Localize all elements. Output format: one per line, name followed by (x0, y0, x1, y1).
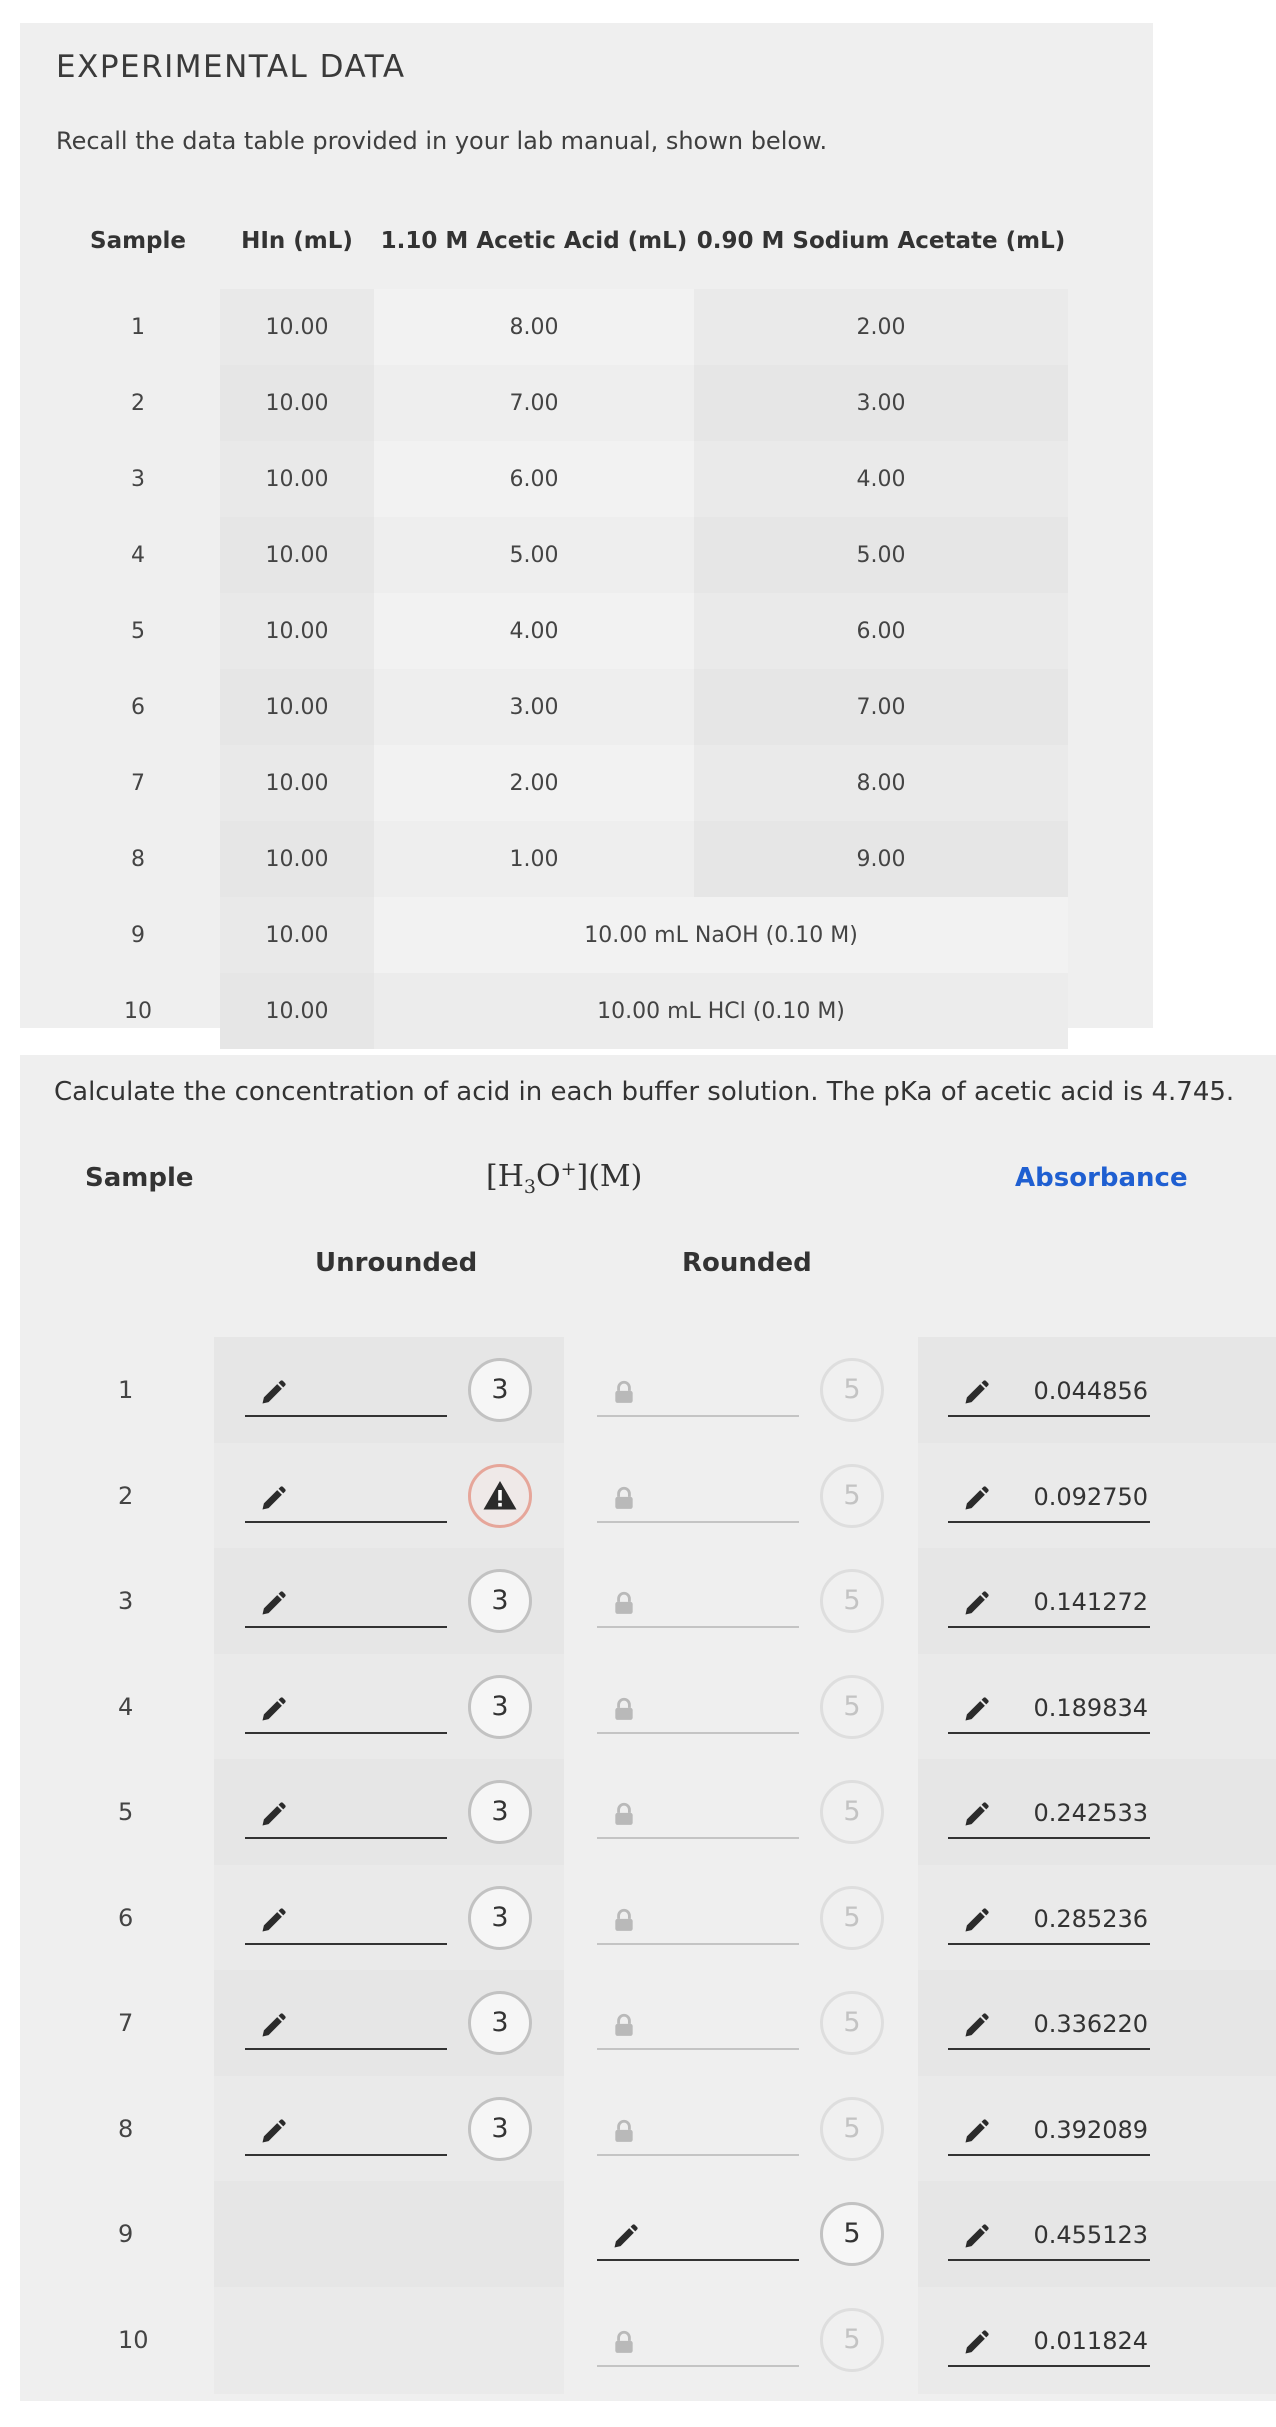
col-header-sample: Sample (90, 228, 186, 254)
absorbance-input[interactable] (948, 1682, 1150, 1734)
cell-hin: 10.00 (220, 365, 374, 441)
subheader-rounded: Rounded (682, 1248, 812, 1278)
unrounded-input[interactable] (245, 1998, 447, 2050)
unrounded-input[interactable] (245, 2104, 447, 2156)
pencil-icon[interactable] (962, 2012, 990, 2040)
attempts-badge: 5 (820, 1358, 884, 1422)
cell-sodium-acetate: 6.00 (694, 593, 1068, 669)
cell-merged-reagent: 10.00 mL NaOH (0.10 M) (374, 897, 1068, 973)
panel-title: EXPERIMENTAL DATA (56, 49, 406, 85)
absorbance-input[interactable] (948, 1998, 1150, 2050)
rounded-input (597, 2315, 799, 2367)
cell-sample: 6 (131, 694, 145, 720)
table-row (56, 745, 1068, 821)
experimental-data-panel (20, 23, 1153, 1028)
pencil-icon[interactable] (962, 2329, 990, 2357)
pencil-icon[interactable] (259, 1379, 287, 1407)
warning-icon[interactable] (468, 1464, 532, 1528)
question-prompt: Calculate the concentration of acid in each buffer solution. The pKa of acetic acid is 4.745. (54, 1077, 1235, 1107)
calc-row (20, 2181, 1276, 2288)
header-sample: Sample (85, 1163, 194, 1193)
attempts-badge: 5 (820, 2308, 884, 2372)
absorbance-input[interactable] (948, 1471, 1150, 1523)
lock-icon (611, 1907, 639, 1935)
cell-hin: 10.00 (220, 745, 374, 821)
table-row (56, 973, 1068, 1049)
cell-sample: 7 (131, 770, 145, 796)
pencil-icon[interactable] (259, 1907, 287, 1935)
cell-sample: 4 (131, 542, 145, 568)
absorbance-value: 0.044856 (1033, 1377, 1148, 1405)
cell-sample: 1 (131, 314, 145, 340)
absorbance-value: 0.011824 (1033, 2326, 1148, 2355)
attempts-badge: 5 (820, 1464, 884, 1528)
pencil-icon[interactable] (962, 1907, 990, 1935)
absorbance-value: 0.092750 (1033, 1482, 1148, 1511)
pencil-icon[interactable] (962, 1485, 990, 1513)
calc-row (20, 1865, 1276, 1972)
absorbance-input[interactable] (948, 2315, 1150, 2367)
cell-sample: 5 (131, 618, 145, 644)
attempts-badge: 5 (820, 1569, 884, 1633)
rounded-input (597, 1893, 799, 1945)
pencil-icon[interactable] (962, 1590, 990, 1618)
pencil-icon[interactable] (962, 1696, 990, 1724)
row-sample-number: 1 (118, 1376, 134, 1404)
cell-acetic-acid: 3.00 (374, 669, 694, 745)
rounded-input (597, 1576, 799, 1628)
cell-acetic-acid: 5.00 (374, 517, 694, 593)
cell-sample: 8 (131, 846, 145, 872)
rounded-input (597, 1365, 799, 1417)
cell-sample: 10 (124, 998, 152, 1024)
attempts-badge: 5 (820, 1886, 884, 1950)
cell-hin: 10.00 (220, 289, 374, 365)
header-absorbance[interactable]: Absorbance (1015, 1163, 1188, 1193)
table-row (56, 517, 1068, 593)
table-row (56, 289, 1068, 365)
cell-merged-reagent: 10.00 mL HCl (0.10 M) (374, 973, 1068, 1049)
pencil-icon[interactable] (962, 1801, 990, 1829)
absorbance-value: 0.242533 (1033, 1799, 1148, 1827)
calc-row (20, 1759, 1276, 1866)
attempts-badge: 5 (820, 2097, 884, 2161)
cell-sample: 2 (131, 390, 145, 416)
attempts-badge[interactable]: 3 (468, 1991, 532, 2055)
cell-sodium-acetate: 2.00 (694, 289, 1068, 365)
table-row (56, 593, 1068, 669)
lock-icon (611, 1379, 639, 1407)
cell-sodium-acetate: 5.00 (694, 517, 1068, 593)
unrounded-input[interactable] (245, 1682, 447, 1734)
row-sample-number: 10 (118, 2325, 149, 2354)
absorbance-value: 0.141272 (1033, 1588, 1148, 1616)
absorbance-value: 0.285236 (1033, 1904, 1148, 1933)
absorbance-input[interactable] (948, 1787, 1150, 1839)
rounded-input (597, 1787, 799, 1839)
lock-icon (611, 2012, 639, 2040)
calc-row (20, 2076, 1276, 2183)
absorbance-input[interactable] (948, 1365, 1150, 1417)
attempts-badge[interactable]: 3 (468, 1886, 532, 1950)
cell-acetic-acid: 7.00 (374, 365, 694, 441)
absorbance-input[interactable] (948, 1576, 1150, 1628)
rounded-input (597, 1682, 799, 1734)
attempts-badge: 5 (820, 1675, 884, 1739)
row-sample-number: 7 (118, 2009, 134, 2037)
rounded-input (597, 2104, 799, 2156)
cell-acetic-acid: 6.00 (374, 441, 694, 517)
cell-hin: 10.00 (220, 973, 374, 1049)
cell-acetic-acid: 4.00 (374, 593, 694, 669)
rounded-input[interactable] (597, 2209, 799, 2261)
row-sample-number: 2 (118, 1481, 134, 1510)
col-header-hin: HIn (mL) (241, 228, 353, 254)
pencil-icon[interactable] (962, 1379, 990, 1407)
row-sample-number: 3 (118, 1587, 134, 1615)
row-sample-number: 5 (118, 1798, 134, 1826)
unrounded-input[interactable] (245, 1787, 447, 1839)
absorbance-input[interactable] (948, 1893, 1150, 1945)
absorbance-input[interactable] (948, 2104, 1150, 2156)
header-h3o-concentration: $[H_3O^+](M)$ (486, 1158, 643, 1198)
cell-hin: 10.00 (220, 517, 374, 593)
cell-hin: 10.00 (220, 593, 374, 669)
pencil-icon[interactable] (962, 2118, 990, 2146)
pencil-icon[interactable] (259, 2012, 287, 2040)
lock-icon (611, 2329, 639, 2357)
unrounded-input[interactable] (245, 1365, 447, 1417)
absorbance-value: 0.336220 (1033, 2010, 1148, 2038)
cell-sample: 9 (131, 922, 145, 948)
pencil-icon[interactable] (259, 1696, 287, 1724)
lock-icon (611, 1590, 639, 1618)
absorbance-input[interactable] (948, 2209, 1150, 2261)
unrounded-input[interactable] (245, 1576, 447, 1628)
cell-sodium-acetate: 9.00 (694, 821, 1068, 897)
absorbance-value: 0.392089 (1033, 2115, 1148, 2144)
lock-icon (611, 1801, 639, 1829)
row-sample-number: 8 (118, 2114, 134, 2143)
cell-acetic-acid: 2.00 (374, 745, 694, 821)
subheader-unrounded: Unrounded (315, 1248, 478, 1278)
attempts-badge: 5 (820, 1780, 884, 1844)
unrounded-input[interactable] (245, 1471, 447, 1523)
attempts-badge[interactable]: 3 (468, 1569, 532, 1633)
pencil-icon[interactable] (259, 2118, 287, 2146)
table-row (56, 897, 1068, 973)
attempts-badge[interactable]: 3 (468, 2097, 532, 2161)
absorbance-value: 0.455123 (1033, 2221, 1148, 2249)
cell-sodium-acetate: 7.00 (694, 669, 1068, 745)
pencil-icon[interactable] (962, 2223, 990, 2251)
unrounded-cell (214, 2181, 564, 2288)
lock-icon (611, 1696, 639, 1724)
table-row (56, 821, 1068, 897)
col-header-acetic-acid: 1.10 M Acetic Acid (mL) (380, 228, 688, 254)
table-row (56, 669, 1068, 745)
lock-icon (611, 1485, 639, 1513)
panel-intro: Recall the data table provided in your lab manual, shown below. (56, 127, 828, 155)
rounded-input (597, 1998, 799, 2050)
calc-row (20, 1654, 1276, 1761)
pencil-icon[interactable] (611, 2223, 639, 2251)
pencil-icon[interactable] (259, 1801, 287, 1829)
cell-hin: 10.00 (220, 441, 374, 517)
cell-acetic-acid: 8.00 (374, 289, 694, 365)
cell-hin: 10.00 (220, 669, 374, 745)
cell-sodium-acetate: 8.00 (694, 745, 1068, 821)
calc-row (20, 1443, 1276, 1550)
calc-row (20, 2287, 1276, 2394)
calc-row (20, 1548, 1276, 1655)
cell-sample: 3 (131, 466, 145, 492)
cell-sodium-acetate: 3.00 (694, 365, 1068, 441)
cell-acetic-acid: 1.00 (374, 821, 694, 897)
row-sample-number: 9 (118, 2220, 134, 2248)
attempts-badge[interactable]: 3 (468, 1780, 532, 1844)
attempts-badge[interactable]: 5 (820, 2202, 884, 2266)
cell-hin: 10.00 (220, 897, 374, 973)
lab-data-table (56, 193, 1068, 1049)
table-row (56, 441, 1068, 517)
attempts-badge[interactable]: 3 (468, 1675, 532, 1739)
unrounded-cell (214, 2287, 564, 2394)
rounded-input (597, 1471, 799, 1523)
calc-row (20, 1337, 1276, 1444)
cell-sodium-acetate: 4.00 (694, 441, 1068, 517)
pencil-icon[interactable] (259, 1590, 287, 1618)
col-header-sodium-acetate: 0.90 M Sodium Acetate (mL) (696, 228, 1066, 254)
attempts-badge[interactable]: 3 (468, 1358, 532, 1422)
calc-row (20, 1970, 1276, 2077)
unrounded-input[interactable] (245, 1893, 447, 1945)
attempts-badge: 5 (820, 1991, 884, 2055)
lock-icon (611, 2118, 639, 2146)
table-row (56, 365, 1068, 441)
row-sample-number: 6 (118, 1903, 134, 1932)
cell-hin: 10.00 (220, 821, 374, 897)
pencil-icon[interactable] (259, 1485, 287, 1513)
row-sample-number: 4 (118, 1692, 134, 1721)
absorbance-value: 0.189834 (1033, 1693, 1148, 1722)
calculation-panel (20, 1055, 1276, 2401)
